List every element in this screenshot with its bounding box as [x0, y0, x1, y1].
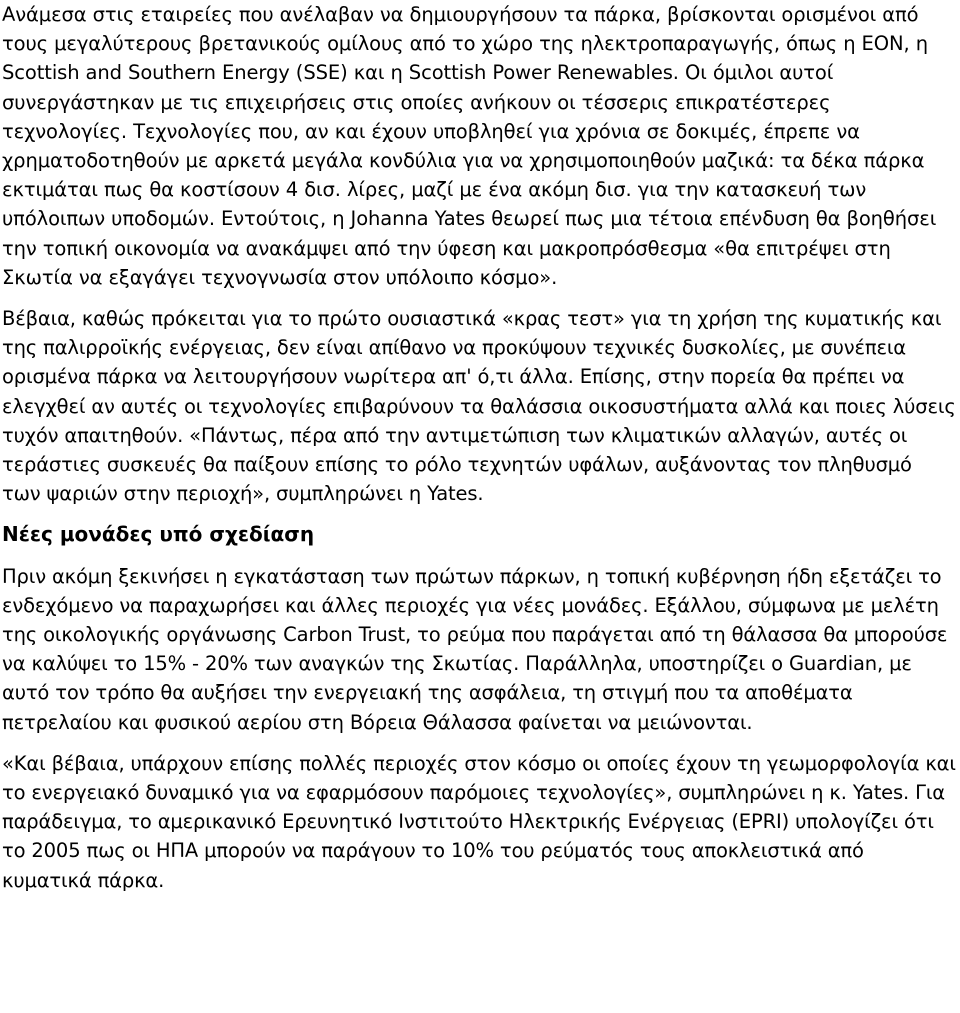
paragraph-2: Βέβαια, καθώς πρόκειται για το πρώτο ουσιαστικά «κρας τεστ» για τη χρήση της κυματικής και της παλιρροϊκής ενέργειας, δεν είναι απίθανο να προκύψουν τεχνικές δυσκολίες, με συνέπεια ορισμένα πάρκα να λειτουργήσουν νωρίτερα απ' ό,τι άλλα. Επίσης, στην πορεία θα πρέπει να ελεγχθεί αν αυτές οι τεχνολογίες επιβαρύνουν τα θαλάσσια οικοσυστήματα αλλά και ποιες λύσεις τυχόν απαιτηθούν. «Πάντως, πέρα από την αντιμετώπιση των κλιματικών αλλαγών, αυτές οι τεράστιες συσκευές θα παίξουν επίσης το ρόλο τεχνητών υφάλων, αυξάνοντας τον πληθυσμό των ψαριών στην περιοχή», συμπληρώνει η Yates. — [2, 307, 956, 506]
paragraph-3: Πριν ακόμη ξεκινήσει η εγκατάσταση των πρώτων πάρκων, η τοπική κυβέρνηση ήδη εξετάζει το ενδεχόμενο να παραχωρήσει και άλλες περιοχές για νέες μονάδες. Εξάλλου, σύμφωνα με μελέτη της οικολογικής οργάνωσης Carbon Trust, το ρεύμα που παράγεται από τη θάλασσα θα μπορούσε να καλύψει το 15% - 20% των αναγκών της Σκωτίας. Παράλληλα, υποστηρίζει ο Guardian, με αυτό τον τρόπο θα αυξήσει την ενεργειακή της ασφάλεια, τη στιγμή που τα αποθέματα πετρελαίου και φυσικού αερίου στη Βόρεια Θάλασσα φαίνεται να μειώνονται. — [2, 564, 948, 734]
paragraph-1-part-b: Τεχνολογίες που, αν και έχουν υποβληθεί για χρόνια σε δοκιμές, έπρεπε να χρηματοδοτηθούν με αρκετά μεγάλα κονδύλια για να χρησιμοποιηθούν μαζικά: τα δέκα πάρκα εκτιμάται πως θα κοστίσουν 4 δισ. λίρες, μαζί με ένα ακόμη δισ. για την κατασκευή των υπόλοιπων υποδομών. Εντούτοις, η Johanna Yates θεωρεί πως μια τέτοια επένδυση θα βοηθήσει την τοπική οικονομία να ανακάμψει από την ύφεση και μακροπρόσθεσμα «θα επιτρέψει στη Σκωτία να εξαγάγει τεχνογνωσία στον υπόλοιπο κόσμο». — [2, 119, 937, 289]
paragraph-gap — [2, 292, 956, 304]
section-heading: Νέες μονάδες υπό σχεδίαση — [2, 522, 315, 547]
paragraph-gap — [2, 550, 956, 562]
paragraph-1 — [2, 0, 956, 292]
paragraph-gap — [2, 508, 956, 520]
paragraph-gap — [2, 737, 956, 749]
paragraph-4: «Και βέβαια, υπάρχουν επίσης πολλές περιοχές στον κόσμο οι οποίες έχουν τη γεωμορφολογία και το ενεργειακό δυναμικό για να εφαρμόσουν παρόμοιες τεχνολογίες», συμπληρώνει η κ. Yates. Για παράδειγμα, το αμερικανικό Ερευνητικό Ινστιτούτο Ηλεκτρικής Ενέργειας (EPRI) υπολογίζει ότι το 2005 πως οι ΗΠΑ μπορούν να παράγουν το 10% του ρεύματός τους αποκλειστικά από κυματικά πάρκα. — [2, 751, 956, 892]
paragraph-1-part-a: Ανάμεσα στις εταιρείες που ανέλαβαν να δημιουργήσουν τα πάρκα, βρίσκονται ορισμένοι από τους μεγαλύτερους βρετανικούς ομίλους από το χώρο της ηλεκτροπαραγωγής, όπως η EON, η Scottish and Southern Energy (SSE) και η Scottish Power Renewables. Οι όμιλοι αυτοί συνεργάστηκαν με τις επιχειρήσεις στις οποίες ανήκουν οι τέσσερις επικρατέστερες τεχνολογίες. — [2, 3, 928, 143]
